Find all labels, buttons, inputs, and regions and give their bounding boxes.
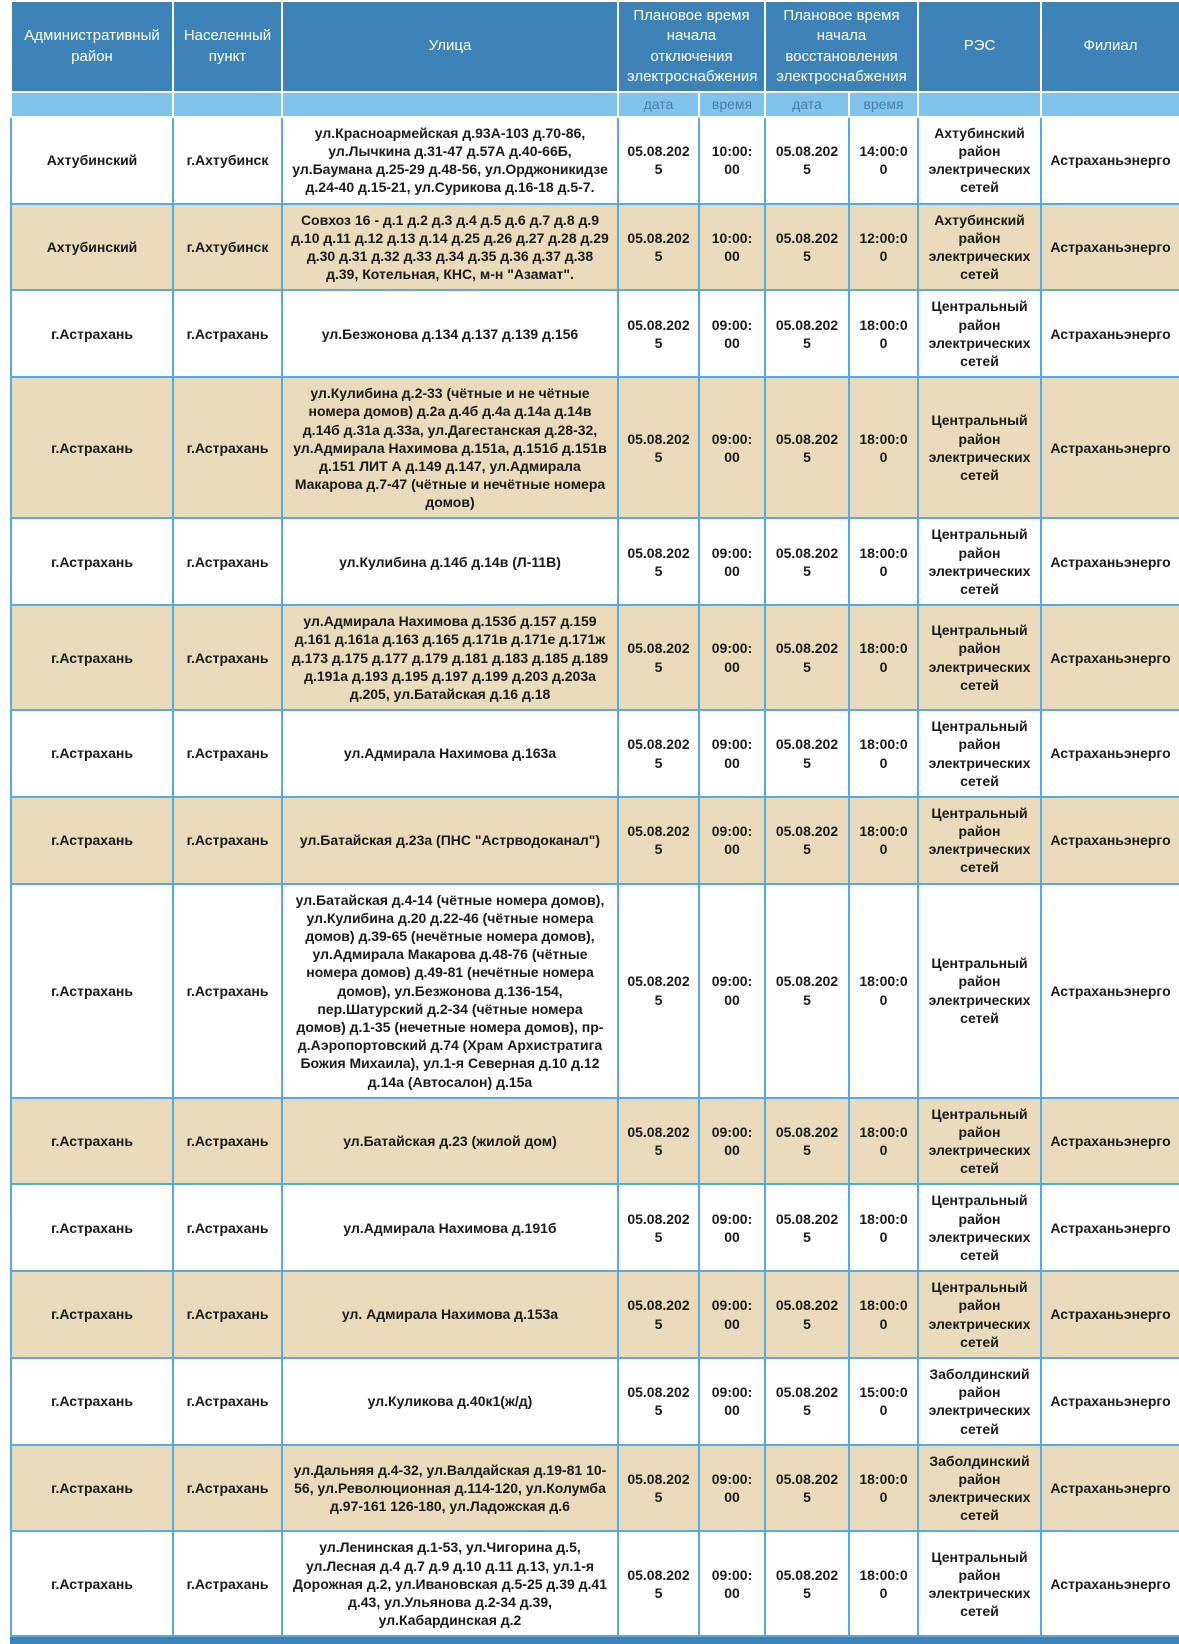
cell-settlement: г.Астрахань — [173, 518, 282, 605]
cell-res: Заболдинский район электрических сетей — [918, 1358, 1041, 1445]
cell-restore-time: 18:00:00 — [849, 1531, 918, 1636]
cell-outage-date: 05.08.2025 — [618, 1358, 699, 1445]
cell-restore-date: 05.08.2025 — [765, 884, 849, 1098]
subheader-outage-date: дата — [618, 92, 699, 117]
cell-settlement: г.Астрахань — [173, 605, 282, 710]
cell-street: Совхоз 16 - д.1 д.2 д.3 д.4 д.5 д.6 д.7 д.8 д.9 д.10 д.11 д.12 д.13 д.14 д.25 д.26 д.27 д.28 д.29 д.30 д.31 д.32 д.33 д.34 д.35 д.36 д.37 д.38 д.39, Котельная, КНС, м-н "Азамат". — [282, 204, 618, 291]
cell-restore-date: 05.08.2025 — [765, 518, 849, 605]
table-row — [11, 1271, 1179, 1358]
table-row — [11, 1184, 1179, 1271]
cell-res: Центральный район электрических сетей — [918, 884, 1041, 1098]
cell-outage-time: 09:00:00 — [699, 797, 765, 884]
cell-street: ул. Адмирала Нахимова д.153а — [282, 1271, 618, 1358]
cell-outage-time: 09:00:00 — [699, 518, 765, 605]
cell-street: ул.Безжонова д.134 д.137 д.139 д.156 — [282, 290, 618, 377]
cell-admin-district: г.Астрахань — [11, 710, 173, 797]
subheader-empty-res — [918, 92, 1041, 117]
header-restore-start: Плановое время начала восстановления электроснабжения — [765, 1, 918, 92]
cell-outage-time: 09:00:00 — [699, 290, 765, 377]
cell-admin-district: г.Астрахань — [11, 1445, 173, 1532]
cell-res: Центральный район электрических сетей — [918, 1271, 1041, 1358]
cell-branch: Астраханьэнерго — [1041, 710, 1179, 797]
cell-restore-date: 05.08.2025 — [765, 1531, 849, 1636]
cell-outage-time: 09:00:00 — [699, 605, 765, 710]
cell-street: ул.Куликова д.40к1(ж/д) — [282, 1358, 618, 1445]
cell-branch: Астраханьэнерго — [1041, 1445, 1179, 1532]
cell-restore-time: 18:00:00 — [849, 1445, 918, 1532]
cell-outage-time: 09:00:00 — [699, 1184, 765, 1271]
cell-outage-date: 05.08.2025 — [618, 518, 699, 605]
cell-outage-date: 05.08.2025 — [618, 605, 699, 710]
cell-res: Центральный район электрических сетей — [918, 797, 1041, 884]
cell-street: ул.Адмирала Нахимова д.191б — [282, 1184, 618, 1271]
cell-res: Центральный район электрических сетей — [918, 518, 1041, 605]
cell-restore-date: 05.08.2025 — [765, 117, 849, 204]
subheader-empty-district — [11, 92, 173, 117]
cell-branch: Астраханьэнерго — [1041, 117, 1179, 204]
cell-res: Центральный район электрических сетей — [918, 377, 1041, 518]
header-street: Улица — [282, 1, 618, 92]
cell-outage-date: 05.08.2025 — [618, 884, 699, 1098]
cell-settlement: г.Астрахань — [173, 1358, 282, 1445]
cell-settlement: г.Астрахань — [173, 1531, 282, 1636]
cell-restore-date: 05.08.2025 — [765, 1098, 849, 1185]
cell-branch: Астраханьэнерго — [1041, 1098, 1179, 1185]
cell-restore-time: 18:00:00 — [849, 605, 918, 710]
cell-restore-time: 18:00:00 — [849, 884, 918, 1098]
cell-settlement: г.Астрахань — [173, 377, 282, 518]
cell-outage-date: 05.08.2025 — [618, 117, 699, 204]
cell-admin-district: г.Астрахань — [11, 377, 173, 518]
cell-admin-district: г.Астрахань — [11, 1531, 173, 1636]
table-row — [11, 1531, 1179, 1636]
cell-settlement: г.Астрахань — [173, 710, 282, 797]
cell-restore-time: 18:00:00 — [849, 1098, 918, 1185]
cell-restore-date: 05.08.2025 — [765, 1271, 849, 1358]
cell-settlement: г.Астрахань — [173, 797, 282, 884]
table-row — [11, 797, 1179, 884]
cell-branch: Астраханьэнерго — [1041, 884, 1179, 1098]
cell-outage-time: 09:00:00 — [699, 710, 765, 797]
cell-restore-date: 05.08.2025 — [765, 1445, 849, 1532]
table-row — [11, 605, 1179, 710]
cell-outage-time: 09:00:00 — [699, 1098, 765, 1185]
cell-admin-district: г.Астрахань — [11, 884, 173, 1098]
cell-restore-date: 05.08.2025 — [765, 710, 849, 797]
table-header — [11, 1, 1179, 117]
table-row — [11, 1098, 1179, 1185]
cell-branch: Астраханьэнерго — [1041, 204, 1179, 291]
table-row — [11, 710, 1179, 797]
cell-res: Заболдинский район электрических сетей — [918, 1445, 1041, 1532]
cell-branch: Астраханьэнерго — [1041, 1531, 1179, 1636]
cell-restore-date: 05.08.2025 — [765, 1184, 849, 1271]
cell-outage-time: 09:00:00 — [699, 1531, 765, 1636]
cell-admin-district: г.Астрахань — [11, 1184, 173, 1271]
cell-branch: Астраханьэнерго — [1041, 518, 1179, 605]
cell-branch: Астраханьэнерго — [1041, 605, 1179, 710]
subheader-restore-time: время — [849, 92, 918, 117]
cell-outage-date: 05.08.2025 — [618, 1184, 699, 1271]
cell-restore-date: 05.08.2025 — [765, 377, 849, 518]
cell-outage-date: 05.08.2025 — [618, 1271, 699, 1358]
cell-res: Центральный район электрических сетей — [918, 1531, 1041, 1636]
cell-admin-district: г.Астрахань — [11, 605, 173, 710]
cell-street: ул.Батайская д.23 (жилой дом) — [282, 1098, 618, 1185]
cell-settlement: г.Астрахань — [173, 290, 282, 377]
cell-restore-time: 18:00:00 — [849, 1184, 918, 1271]
cell-outage-time: 09:00:00 — [699, 1271, 765, 1358]
cell-restore-date: 05.08.2025 — [765, 797, 849, 884]
next-section-header-strip — [10, 1637, 1179, 1644]
cell-settlement: г.Астрахань — [173, 1445, 282, 1532]
cell-restore-date: 05.08.2025 — [765, 1358, 849, 1445]
cell-admin-district: г.Астрахань — [11, 1271, 173, 1358]
table-row — [11, 884, 1179, 1098]
cell-branch: Астраханьэнерго — [1041, 377, 1179, 518]
cell-res: Ахтубинский район электрических сетей — [918, 204, 1041, 291]
cell-settlement: г.Астрахань — [173, 1184, 282, 1271]
header-res: РЭС — [918, 1, 1041, 92]
table-row — [11, 1445, 1179, 1532]
cell-settlement: г.Астрахань — [173, 884, 282, 1098]
cell-branch: Астраханьэнерго — [1041, 1184, 1179, 1271]
cell-restore-time: 18:00:00 — [849, 797, 918, 884]
cell-outage-date: 05.08.2025 — [618, 797, 699, 884]
subheader-outage-time: время — [699, 92, 765, 117]
cell-settlement: г.Астрахань — [173, 1271, 282, 1358]
cell-res: Центральный район электрических сетей — [918, 710, 1041, 797]
cell-outage-date: 05.08.2025 — [618, 1098, 699, 1185]
cell-street: ул.Адмирала Нахимова д.163а — [282, 710, 618, 797]
cell-outage-time: 10:00:00 — [699, 117, 765, 204]
table-row — [11, 290, 1179, 377]
cell-restore-date: 05.08.2025 — [765, 204, 849, 291]
cell-street: ул.Ленинская д.1-53, ул.Чигорина д.5, ул.Лесная д.4 д.7 д.9 д.10 д.11 д.13, ул.1-я Дорожная д.2, ул.Ивановская д.5-25 д.39 д.41 д.43, ул.Ульянова д.2-34 д.39, ул.Кабардинская д.2 — [282, 1531, 618, 1636]
cell-outage-time: 09:00:00 — [699, 884, 765, 1098]
cell-restore-date: 05.08.2025 — [765, 290, 849, 377]
cell-outage-time: 10:00:00 — [699, 204, 765, 291]
table-row — [11, 204, 1179, 291]
header-settlement: Населенный пункт — [173, 1, 282, 92]
cell-settlement: г.Ахтубинск — [173, 204, 282, 291]
cell-admin-district: Ахтубинский — [11, 204, 173, 291]
cell-outage-date: 05.08.2025 — [618, 1445, 699, 1532]
subheader-restore-date: дата — [765, 92, 849, 117]
cell-outage-time: 09:00:00 — [699, 1445, 765, 1532]
cell-outage-date: 05.08.2025 — [618, 290, 699, 377]
subheader-empty-settlement — [173, 92, 282, 117]
cell-res: Центральный район электрических сетей — [918, 605, 1041, 710]
header-row-main — [11, 1, 1179, 92]
table-body — [11, 117, 1179, 1637]
cell-admin-district: Ахтубинский — [11, 117, 173, 204]
cell-street: ул.Батайская д.4-14 (чётные номера домов), ул.Кулибина д.20 д.22-46 (чётные номера домов) д.39-65 (нечётные номера домов), ул.Адмирала Макарова д.48-76 (чётные номера домов) д.49-81 (нечётные номера домов), ул.Безжонова д.136-154, пер.Шатурский д.2-34 (чётные номера домов) д.1-35 (нечетные номера домов), пр-д.Аэропортовский д.74 (Храм Архистратига Божия Михаила), ул.1-я Северная д.10 д.12 д.14а (Автосалон) д.15а — [282, 884, 618, 1098]
cell-restore-time: 18:00:00 — [849, 1271, 918, 1358]
cell-street: ул.Кулибина д.14б д.14в (Л-11В) — [282, 518, 618, 605]
cell-restore-date: 05.08.2025 — [765, 605, 849, 710]
cell-restore-time: 14:00:00 — [849, 117, 918, 204]
table-row — [11, 117, 1179, 204]
cell-restore-time: 12:00:00 — [849, 204, 918, 291]
cell-admin-district: г.Астрахань — [11, 1358, 173, 1445]
cell-street: ул.Дальняя д.4-32, ул.Валдайская д.19-81 10-56, ул.Революционная д.114-120, ул.Колумба д.97-161 126-180, ул.Ладожская д.6 — [282, 1445, 618, 1532]
cell-branch: Астраханьэнерго — [1041, 1358, 1179, 1445]
cell-restore-time: 18:00:00 — [849, 290, 918, 377]
table-row — [11, 377, 1179, 518]
cell-outage-time: 09:00:00 — [699, 377, 765, 518]
header-outage-start: Плановое время начала отключения электроснабжения — [618, 1, 765, 92]
cell-settlement: г.Астрахань — [173, 1098, 282, 1185]
cell-street: ул.Красноармейская д.93А-103 д.70-86, ул.Лычкина д.31-47 д.57А д.40-66Б, ул.Баумана д.25-29 д.48-56, ул.Орджоникидзе д.24-40 д.15-21, ул.Сурикова д.16-18 д.5-7. — [282, 117, 618, 204]
cell-outage-date: 05.08.2025 — [618, 1531, 699, 1636]
cell-street: ул.Батайская д.23а (ПНС "Астрводоканал") — [282, 797, 618, 884]
outage-table — [10, 0, 1179, 1637]
cell-restore-time: 18:00:00 — [849, 377, 918, 518]
cell-restore-time: 15:00:00 — [849, 1358, 918, 1445]
header-row-sub — [11, 92, 1179, 117]
cell-restore-time: 18:00:00 — [849, 710, 918, 797]
cell-street: ул.Кулибина д.2-33 (чётные и не чётные номера домов) д.2а д.4б д.4а д.14а д.14в д.14б д.31а д.33а, ул.Дагестанская д.28-32, ул.Адмирала Нахимова д.151а, д.151б д.151в д.151 ЛИТ А д.149 д.147, ул.Адмирала Макарова д.7-47 (чётные и нечётные номера домов) — [282, 377, 618, 518]
cell-admin-district: г.Астрахань — [11, 797, 173, 884]
cell-branch: Астраханьэнерго — [1041, 290, 1179, 377]
cell-outage-time: 09:00:00 — [699, 1358, 765, 1445]
cell-outage-date: 05.08.2025 — [618, 204, 699, 291]
subheader-empty-street — [282, 92, 618, 117]
cell-branch: Астраханьэнерго — [1041, 797, 1179, 884]
header-admin-district: Административный район — [11, 1, 173, 92]
cell-outage-date: 05.08.2025 — [618, 710, 699, 797]
cell-settlement: г.Ахтубинск — [173, 117, 282, 204]
cell-admin-district: г.Астрахань — [11, 1098, 173, 1185]
cell-branch: Астраханьэнерго — [1041, 1271, 1179, 1358]
header-branch: Филиал — [1041, 1, 1179, 92]
cell-admin-district: г.Астрахань — [11, 518, 173, 605]
cell-street: ул.Адмирала Нахимова д.153б д.157 д.159 д.161 д.161а д.163 д.165 д.171в д.171е д.171ж д.173 д.175 д.177 д.179 д.181 д.183 д.185 д.189 д.191а д.193 д.195 д.197 д.199 д.203 д.203а д.205, ул.Батайская д.16 д.18 — [282, 605, 618, 710]
table-row — [11, 1358, 1179, 1445]
cell-admin-district: г.Астрахань — [11, 290, 173, 377]
cell-res: Центральный район электрических сетей — [918, 1184, 1041, 1271]
table-row — [11, 518, 1179, 605]
cell-restore-time: 18:00:00 — [849, 518, 918, 605]
cell-res: Центральный район электрических сетей — [918, 1098, 1041, 1185]
cell-outage-date: 05.08.2025 — [618, 377, 699, 518]
subheader-empty-branch — [1041, 92, 1179, 117]
cell-res: Ахтубинский район электрических сетей — [918, 117, 1041, 204]
cell-res: Центральный район электрических сетей — [918, 290, 1041, 377]
